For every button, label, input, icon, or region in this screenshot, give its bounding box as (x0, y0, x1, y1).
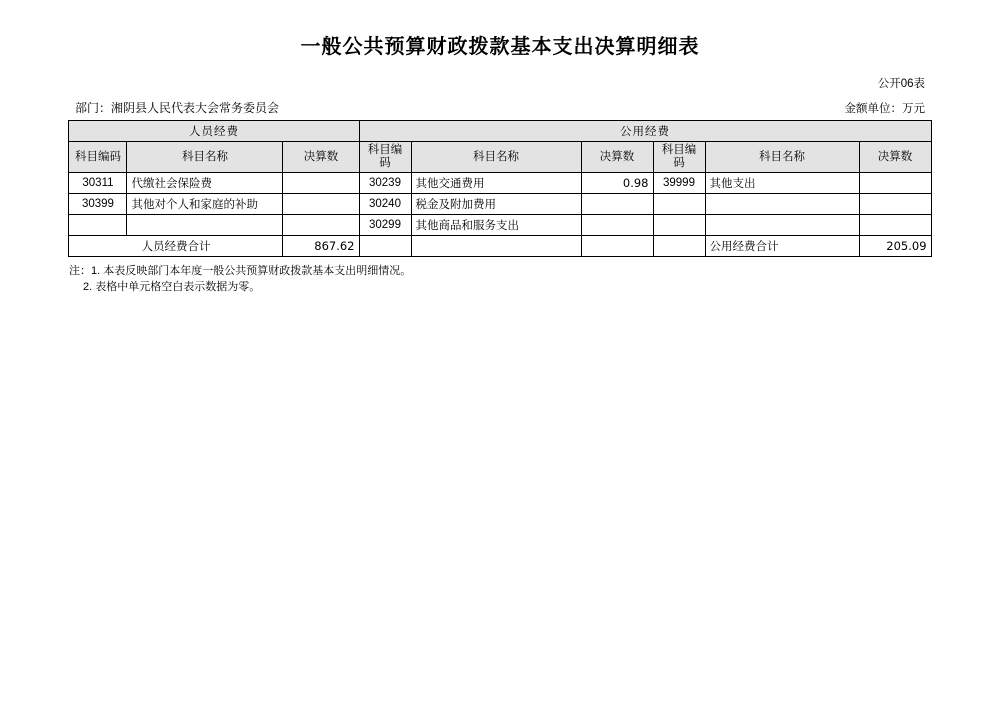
col-header-personnel-code: 科目编码 (69, 142, 127, 173)
cell-goods-name: 税金及附加费用 (411, 194, 581, 215)
cell-other-amount (859, 194, 931, 215)
col-header-goods-name: 科目名称 (411, 142, 581, 173)
form-number: 公开06表 (877, 78, 925, 90)
col-header-goods-code: 科目编码 (359, 142, 411, 173)
table-column-header-row (69, 142, 931, 173)
cell-personnel-code: 30311 (69, 173, 127, 194)
table-group-header-row (69, 121, 931, 142)
note-line-1: 注：1. 本表反映部门本年度一般公共预算财政拨款基本支出明细情况。 (69, 265, 412, 277)
table-row (69, 173, 931, 194)
cell-other-name: 其他支出 (705, 173, 859, 194)
col-header-personnel-amount: 决算数 (283, 142, 359, 173)
table-notes (69, 263, 931, 295)
cell-goods-code: 30240 (359, 194, 411, 215)
total-label-personnel: 人员经费合计 (69, 236, 283, 257)
department-line (75, 99, 279, 116)
cell-goods-amount: 0.98 (581, 173, 653, 194)
budget-table (68, 120, 931, 257)
col-header-other-name: 科目名称 (705, 142, 859, 173)
cell-goods-name: 其他交通费用 (411, 173, 581, 194)
cell-goods-code: 30239 (359, 173, 411, 194)
cell-personnel-amount (283, 215, 359, 236)
col-header-other-code: 科目编码 (653, 142, 705, 173)
cell-personnel-code (69, 215, 127, 236)
department-name: 湘阴县人民代表大会常务委员会 (111, 101, 280, 115)
total-amount-public: 205.09 (859, 236, 931, 257)
department-label: 部门： (75, 101, 112, 115)
table-total-row (69, 236, 931, 257)
amount-unit: 金额单位：万元 (844, 103, 925, 115)
col-header-other-amount: 决算数 (859, 142, 931, 173)
total-spacer-other-code (653, 236, 705, 257)
note-line-2: 2. 表格中单元格空白表示数据为零。 (83, 281, 261, 293)
total-spacer-goods-name (411, 236, 581, 257)
group-header-personnel: 人员经费 (69, 121, 359, 142)
cell-other-name (705, 194, 859, 215)
cell-goods-amount (581, 194, 653, 215)
cell-personnel-amount (283, 194, 359, 215)
group-header-public: 公用经费 (359, 121, 931, 142)
cell-other-code: 39999 (653, 173, 705, 194)
cell-other-name (705, 215, 859, 236)
table-row (69, 215, 931, 236)
cell-other-code (653, 194, 705, 215)
cell-other-code (653, 215, 705, 236)
cell-goods-code: 30299 (359, 215, 411, 236)
total-spacer-goods-code (359, 236, 411, 257)
col-header-goods-amount: 决算数 (581, 142, 653, 173)
total-amount-personnel: 867.62 (283, 236, 359, 257)
cell-personnel-name: 代缴社会保险费 (127, 173, 283, 194)
cell-other-amount (859, 215, 931, 236)
total-label-public: 公用经费合计 (705, 236, 859, 257)
cell-goods-name: 其他商品和服务支出 (411, 215, 581, 236)
cell-personnel-amount (283, 173, 359, 194)
cell-personnel-code: 30399 (69, 194, 127, 215)
cell-other-amount (859, 173, 931, 194)
document-meta (0, 99, 1000, 116)
page-title: 一般公共预算财政拨款基本支出决算明细表 (300, 34, 700, 58)
table-row (69, 194, 931, 215)
col-header-personnel-name: 科目名称 (127, 142, 283, 173)
total-spacer-goods-amount (581, 236, 653, 257)
cell-personnel-name (127, 215, 283, 236)
cell-goods-amount (581, 215, 653, 236)
cell-personnel-name: 其他对个人和家庭的补助 (127, 194, 283, 215)
